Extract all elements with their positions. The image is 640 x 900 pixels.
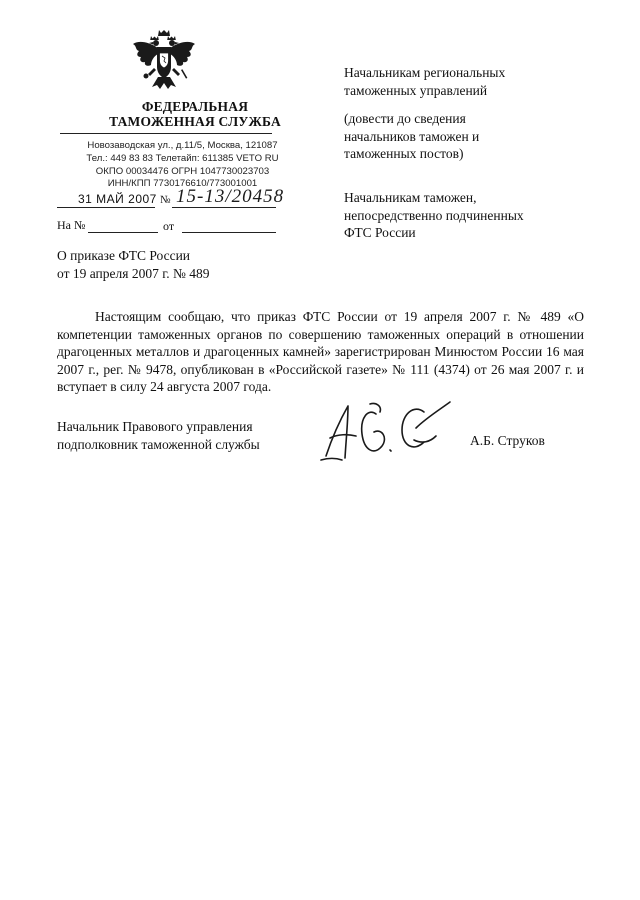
recipient-line: Начальникам региональных bbox=[344, 65, 506, 80]
address-line: Новозаводская ул., д.11/5, Москва, 121087 bbox=[87, 140, 278, 151]
note-line: начальников таможен и bbox=[344, 128, 480, 144]
reply-to-underline bbox=[88, 232, 158, 233]
org-name-line1: ФЕДЕРАЛЬНАЯ bbox=[141, 99, 249, 114]
signatory-name: А.Б. Струков bbox=[470, 433, 545, 448]
number-label: № bbox=[160, 194, 171, 206]
note-line: таможенных постов) bbox=[344, 146, 464, 161]
reply-to-label: На № bbox=[57, 218, 86, 232]
handwritten-signature-icon bbox=[318, 398, 458, 468]
okpo-ogrn-line: ОКПО 00034476 ОГРН 1047730023703 bbox=[95, 166, 270, 177]
from-underline bbox=[182, 232, 276, 233]
subject-line: от 19 апреля 2007 г. № 489 bbox=[57, 265, 210, 281]
recipient-line: Начальникам таможен, bbox=[344, 190, 477, 205]
position-line: Начальник Правового управления bbox=[57, 419, 253, 434]
eagle-emblem-icon bbox=[131, 28, 197, 92]
recipient-line: таможенных управлений bbox=[344, 82, 488, 98]
note-line: (довести до сведения bbox=[344, 111, 466, 126]
letter-body: Настоящим сообщаю, что приказ ФТС России от 19 апреля 2007 г. № 489 «О компетенции таможенных органов по совершению таможенных операций в отношении драгоценных металлов и драгоценных камней» зарегистрирован Минюстом России 16 мая 2007 г., рег. № 9478, опубликован в «Российской газете» № 111 (4374) от 26 мая 2007 г. и вступает в силу 24 августа 2007 года. bbox=[57, 309, 584, 394]
date-underline bbox=[57, 207, 155, 208]
inn-kpp-line: ИНН/КПП 7730176610/773001001 bbox=[107, 178, 258, 189]
header-divider bbox=[60, 133, 272, 134]
from-label: от bbox=[163, 219, 175, 233]
recipient-group-2 bbox=[344, 189, 584, 242]
recipient-group-1 bbox=[344, 64, 584, 99]
recipient-line: непосредственно подчиненных bbox=[344, 207, 524, 223]
subject-line: О приказе ФТС России bbox=[57, 248, 191, 263]
recipient-note bbox=[344, 110, 584, 163]
number-underline bbox=[172, 207, 276, 208]
position-line: подполковник таможенной службы bbox=[57, 436, 260, 452]
subject bbox=[57, 247, 357, 282]
org-name-line2: ТАМОЖЕННАЯ СЛУЖБА bbox=[109, 114, 281, 129]
signatory-position bbox=[57, 418, 317, 453]
recipient-line: ФТС России bbox=[344, 225, 416, 240]
registration-number: 15-13/20458 bbox=[176, 186, 285, 207]
contacts-line: Тел.: 449 83 83 Телетайп: 611385 VETO RU bbox=[86, 153, 279, 164]
registration-date: 31 МАЙ 2007 bbox=[78, 192, 157, 206]
